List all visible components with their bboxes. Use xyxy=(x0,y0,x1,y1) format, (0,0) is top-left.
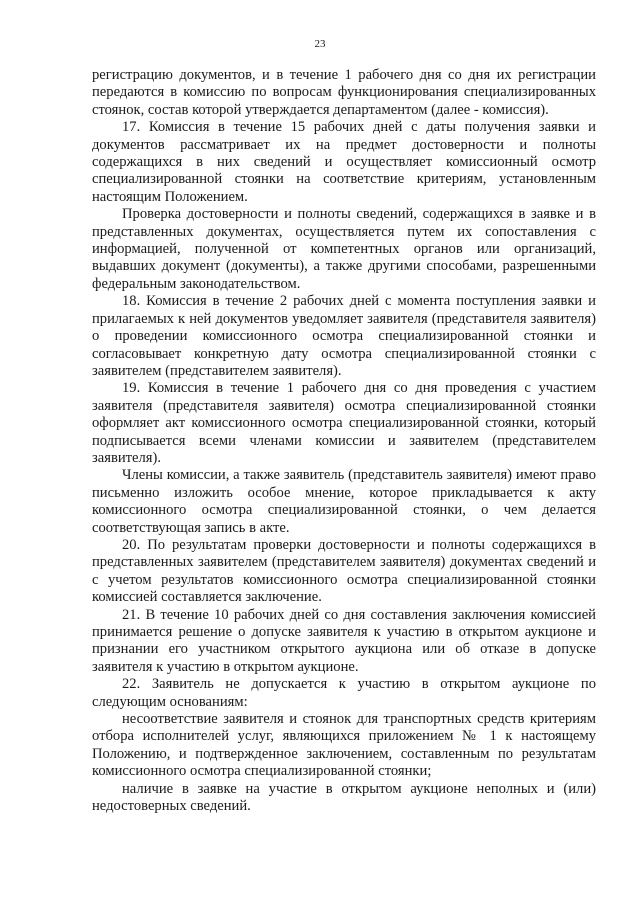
paragraph-ground-incomplete-data: наличие в заявке на участие в открытом аукционе неполных и (или) недостоверных сведений. xyxy=(92,780,596,815)
paragraph-item-21: 21. В течение 10 рабочих дней со дня составления заключения комиссией принимается решение о допуске заявителя к участию в открытом аукционе и признании его участником открытого аукциона или об отказе в допуске заявителя к участию в открытом аукционе. xyxy=(92,606,596,675)
page-number: 23 xyxy=(314,38,326,50)
paragraph-item-17: 17. Комиссия в течение 15 рабочих дней с даты получения заявки и документов рассматривает их на предмет достоверности и полноты содержащихся в них сведений и осуществляет комиссионный осмотр специализированной стоянки на соответствие критериям, установленным настоящим Положением. xyxy=(92,119,596,205)
paragraph-item-20: 20. По результатам проверки достоверности и полноты содержащихся в представленных заявителем (представителем заявителя) документах сведений и с учетом результатов комиссионного осмотра специализированной стоянки комиссией составляется заключение. xyxy=(92,536,596,606)
paragraph-special-opinion: Члены комиссии, а также заявитель (представитель заявителя) имеют право письменно изложить особое мнение, которое прикладывается к акту комиссионного осмотра специализированной стоянки, о чем делается соответствующая запись в акте. xyxy=(92,467,596,536)
paragraph-item-18: 18. Комиссия в течение 2 рабочих дней с момента поступления заявки и прилагаемых к ней документов уведомляет заявителя (представителя заявителя) о проведении комиссионного осмотра специализированной стоянки и согласовывает конкретную дату осмотра специализированной стоянки с заявителем (представителем заявителя). xyxy=(92,293,596,379)
paragraph-item-22: 22. Заявитель не допускается к участию в открытом аукционе по следующим основаниям: xyxy=(92,676,596,710)
document-body xyxy=(92,67,596,815)
paragraph-continuation: регистрацию документов, и в течение 1 рабочего дня со дня их регистрации передаются в комиссию по вопросам функционирования специализированных стоянок, состав которой утверждается департаментом (далее - комиссия). xyxy=(92,67,596,118)
paragraph-ground-nonconformity: несоответствие заявителя и стоянок для транспортных средств критериям отбора исполнителей услуг, являющихся приложением № 1 к настоящему Положению, и подтвержденное заключением, составленным по результатам комиссионного осмотра специализированной стоянки; xyxy=(92,711,596,780)
paragraph-item-19: 19. Комиссия в течение 1 рабочего дня со дня проведения с участием заявителя (представителя заявителя) осмотра специализированной стоянки оформляет акт комиссионного осмотра специализированной стоянки, который подписывается всеми членами комиссии и заявителем (представителем заявителя). xyxy=(92,380,596,466)
paragraph-verification: Проверка достоверности и полноты сведений, содержащихся в заявке и в представленных документах, осуществляется путем их сопоставления с информацией, полученной от компетентных органов или организаций, выдавших документ (документы), а также другими способами, разрешенными федеральным законодательством. xyxy=(92,206,596,292)
